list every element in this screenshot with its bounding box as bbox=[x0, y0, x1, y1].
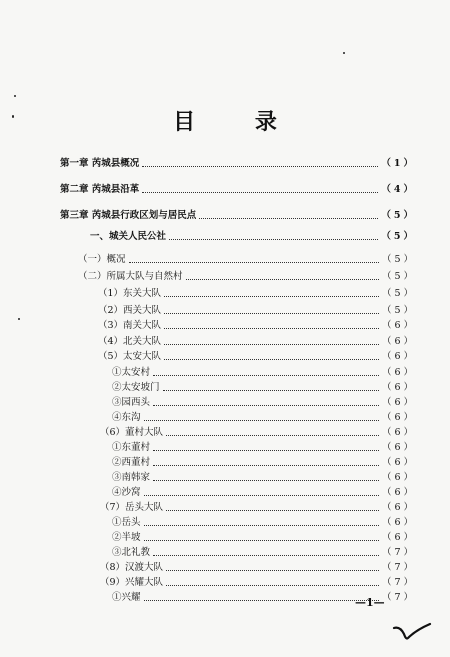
toc-entry bbox=[60, 184, 416, 195]
handwritten-check-mark bbox=[392, 622, 432, 644]
dot-leader bbox=[153, 449, 379, 451]
dot-leader bbox=[164, 295, 379, 297]
dot-leader bbox=[153, 554, 379, 556]
toc-entry-page: （6） bbox=[381, 517, 416, 528]
page-title: 目 录 bbox=[173, 109, 303, 135]
dot-leader bbox=[144, 419, 379, 421]
toc-entry-label: ④沙窝 bbox=[112, 487, 141, 498]
toc-entry bbox=[112, 397, 416, 408]
toc-entry-label: ③南韩家 bbox=[112, 472, 151, 483]
toc-entry bbox=[98, 336, 416, 347]
scan-speck bbox=[18, 318, 20, 320]
toc-entry-label: （1）东关大队 bbox=[98, 288, 162, 299]
dot-leader bbox=[142, 165, 378, 167]
dot-leader bbox=[129, 261, 379, 263]
toc-entry-page: （7） bbox=[381, 547, 416, 558]
toc-entry bbox=[98, 288, 416, 299]
scan-speck bbox=[343, 52, 345, 54]
scan-speck bbox=[14, 95, 16, 97]
dot-leader bbox=[169, 238, 378, 240]
toc-entry-page: （6） bbox=[381, 412, 416, 423]
toc-entry bbox=[112, 367, 416, 378]
dot-leader bbox=[153, 404, 379, 406]
toc-entry-label: 第二章 芮城县沿革 bbox=[60, 184, 140, 195]
dot-leader bbox=[144, 599, 379, 601]
toc-entry-label: ①东董村 bbox=[112, 442, 151, 453]
toc-entry bbox=[98, 320, 416, 331]
toc-entry bbox=[100, 562, 416, 573]
toc-entry-label: 一、城关人民公社 bbox=[90, 231, 167, 242]
toc-entry-label: ②太安坡门 bbox=[112, 382, 160, 393]
toc-entry-page: （5） bbox=[381, 231, 416, 242]
toc-entry bbox=[78, 254, 416, 265]
dot-leader bbox=[153, 464, 379, 466]
toc-entry bbox=[112, 517, 416, 528]
toc-entry-label: ③园西头 bbox=[112, 397, 151, 408]
toc-entry-label: （9）兴耀大队 bbox=[100, 577, 164, 588]
toc-entry-label: ①兴耀 bbox=[112, 592, 141, 603]
toc-entry-label: （二）所属大队与自然村 bbox=[78, 271, 183, 282]
toc-entry-page: （6） bbox=[381, 472, 416, 483]
toc-entry bbox=[100, 577, 416, 588]
toc-entry-label: （2）西关大队 bbox=[98, 305, 162, 316]
toc-entry bbox=[78, 271, 416, 282]
toc-entry-page: （6） bbox=[381, 336, 416, 347]
toc-entry-page: （7） bbox=[381, 562, 416, 573]
toc-entry bbox=[112, 412, 416, 423]
toc-entry-label: （3）南关大队 bbox=[98, 320, 162, 331]
dot-leader bbox=[153, 479, 379, 481]
toc-entry bbox=[98, 351, 416, 362]
toc-entry-page: （5） bbox=[381, 288, 416, 299]
toc-entry-page: （6） bbox=[381, 320, 416, 331]
toc-entry bbox=[112, 442, 416, 453]
page-number: —1— bbox=[355, 596, 385, 609]
toc-entry-page: （5） bbox=[381, 271, 416, 282]
toc-entry-page: （6） bbox=[381, 502, 416, 513]
toc-entry-page: （5） bbox=[381, 210, 416, 221]
toc-entry-label: ④东沟 bbox=[112, 412, 141, 423]
toc-entry-page: （6） bbox=[381, 382, 416, 393]
toc-entry-page: （6） bbox=[381, 351, 416, 362]
toc-entry bbox=[90, 231, 416, 242]
dot-leader bbox=[186, 278, 379, 280]
dot-leader bbox=[199, 217, 378, 219]
toc-entry bbox=[100, 502, 416, 513]
toc-entry-label: （8）汉渡大队 bbox=[100, 562, 164, 573]
dot-leader bbox=[144, 494, 379, 496]
toc-entry bbox=[100, 427, 416, 438]
toc-entry-page: （6） bbox=[381, 397, 416, 408]
toc-entry-page: （7） bbox=[381, 577, 416, 588]
toc-entry-label: 第三章 芮城县行政区划与居民点 bbox=[60, 210, 197, 221]
scan-speck bbox=[12, 115, 14, 118]
toc-entry bbox=[60, 210, 416, 221]
dot-leader bbox=[164, 327, 379, 329]
toc-entry-page: （6） bbox=[381, 367, 416, 378]
dot-leader bbox=[153, 374, 379, 376]
toc-entry-label: 第一章 芮城县概况 bbox=[60, 158, 140, 169]
toc-entry bbox=[112, 487, 416, 498]
dot-leader bbox=[166, 509, 379, 511]
dot-leader bbox=[164, 312, 379, 314]
dot-leader bbox=[166, 434, 379, 436]
toc-entry-page: （7） bbox=[381, 592, 416, 603]
toc-entry bbox=[112, 547, 416, 558]
toc-entry-label: ①岳头 bbox=[112, 517, 141, 528]
dot-leader bbox=[142, 191, 378, 193]
toc-entry-page: （6） bbox=[381, 457, 416, 468]
toc-entry-label: （一）概况 bbox=[78, 254, 126, 265]
toc-entry-label: ②西董村 bbox=[112, 457, 151, 468]
toc-entry-page: （6） bbox=[381, 532, 416, 543]
dot-leader bbox=[164, 358, 379, 360]
toc-entry-label: （6）董村大队 bbox=[100, 427, 164, 438]
dot-leader bbox=[144, 524, 379, 526]
dot-leader bbox=[164, 343, 379, 345]
toc-entry-label: （7）岳头大队 bbox=[100, 502, 164, 513]
toc-entry bbox=[112, 457, 416, 468]
dot-leader bbox=[166, 584, 379, 586]
dot-leader bbox=[163, 389, 379, 391]
dot-leader bbox=[144, 539, 379, 541]
toc-entry-label: （5）太安大队 bbox=[98, 351, 162, 362]
toc-entry-page: （4） bbox=[381, 184, 416, 195]
toc-entry-label: ③北礼教 bbox=[112, 547, 151, 558]
toc-entry-label: ②半坡 bbox=[112, 532, 141, 543]
toc-entry bbox=[60, 158, 416, 169]
toc-entry bbox=[112, 382, 416, 393]
toc-entry-page: （5） bbox=[381, 254, 416, 265]
toc-entry-page: （1） bbox=[381, 158, 416, 169]
toc-entry-label: （4）北关大队 bbox=[98, 336, 162, 347]
toc-entry bbox=[98, 305, 416, 316]
toc-entry-page: （6） bbox=[381, 442, 416, 453]
dot-leader bbox=[166, 569, 379, 571]
toc-entry-page: （6） bbox=[381, 487, 416, 498]
toc-entry bbox=[112, 472, 416, 483]
toc-entry-page: （5） bbox=[381, 305, 416, 316]
toc-entry-label: ①太安村 bbox=[112, 367, 151, 378]
toc-entry-page: （6） bbox=[381, 427, 416, 438]
toc-entry bbox=[112, 532, 416, 543]
